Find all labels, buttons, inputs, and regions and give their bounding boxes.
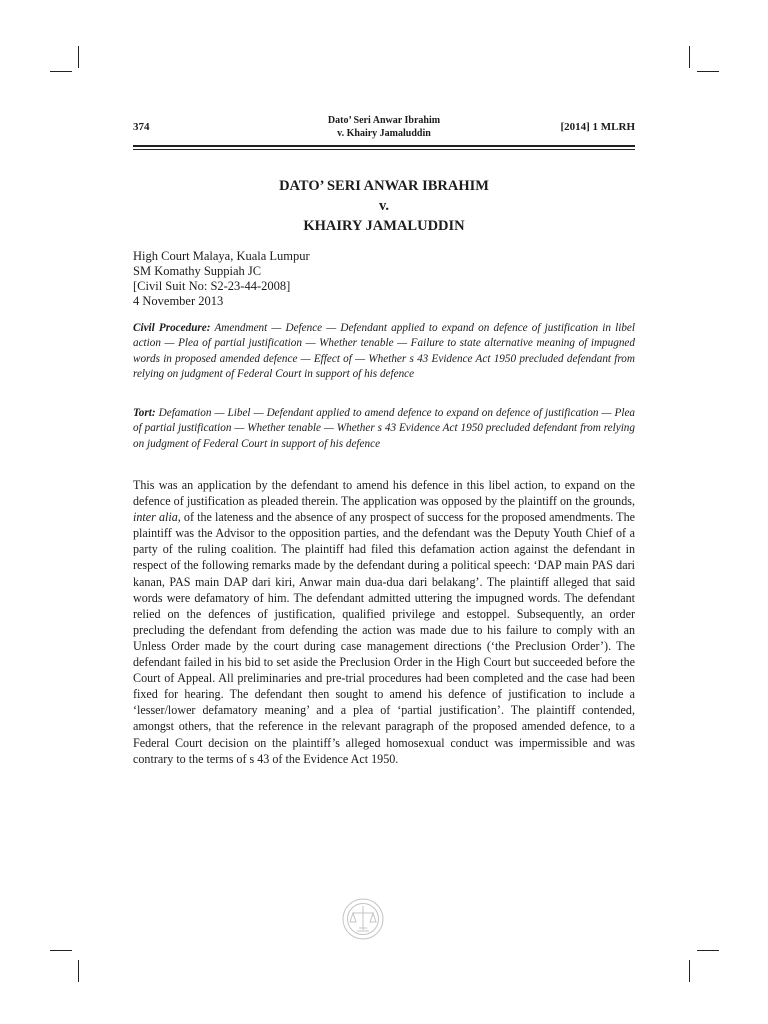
running-head-citation: [2014] 1 MLRH — [560, 121, 635, 133]
catchwords-civil-procedure — [133, 321, 635, 382]
running-head-line-1: Dato’ Seri Anwar Ibrahim — [327, 115, 441, 126]
crop-mark-top-right-vertical — [689, 46, 690, 68]
header-rule-thick — [133, 145, 635, 147]
headnote-emphasis: inter alia — [133, 510, 178, 525]
case-title — [133, 176, 635, 236]
header-rule-thin — [133, 149, 635, 150]
catchword-heading: Tort: — [133, 407, 156, 419]
crop-mark-top-left-horizontal — [50, 71, 72, 72]
catchword-text: Amendment — Defence — Defendant applied to expand on defence of justification in libel action — Plea of partial justification — Whether tenable — Failure to state alternative meaning of impugned words in proposed amended defence — Effect of — Whether s 43 Evidence Act 1950 precluded defendant from relying on judgment of Federal Court in support of his defence — [133, 322, 635, 380]
crop-mark-bottom-right-vertical — [689, 960, 690, 982]
running-head-line-2: v. Khairy Jamaluddin — [337, 128, 431, 139]
versus: v. — [378, 198, 390, 214]
judgment-date: 4 November 2013 — [133, 294, 224, 308]
running-head — [133, 112, 635, 142]
publisher-seal-icon — [341, 897, 385, 946]
crop-mark-top-left-vertical — [78, 46, 79, 68]
crop-mark-bottom-left-horizontal — [50, 950, 72, 951]
catchword-heading: Civil Procedure: — [133, 322, 211, 334]
crop-mark-bottom-right-horizontal — [697, 950, 719, 951]
suit-number: [Civil Suit No: S2-23-44-2008] — [133, 279, 291, 293]
crop-mark-top-right-horizontal — [697, 71, 719, 72]
court-name: High Court Malaya, Kuala Lumpur — [133, 249, 310, 263]
defendant-name: KHAIRY JAMALUDDIN — [303, 218, 465, 234]
headnote-text-part-1: This was an application by the defendant to amend his defence in this libel action, to expand on the defence of justification as pleaded therein. The application was opposed by the plaintiff on the grounds, — [133, 478, 635, 509]
court-info — [133, 249, 310, 309]
judge-name: SM Komathy Suppiah JC — [133, 264, 262, 278]
catchword-text: Defamation — Libel — Defendant applied to amend defence to expand on defence of justification — Plea of partial justification — Whether tenable — Whether s 43 Evidence Act 1950 precluded defendant from relying on judgment of Federal Court in support of his defence — [133, 407, 635, 450]
crop-mark-bottom-left-vertical — [78, 960, 79, 982]
plaintiff-name: DATO’ SERI ANWAR IBRAHIM — [279, 178, 489, 194]
catchwords-tort — [133, 406, 635, 452]
page-number: 374 — [133, 121, 150, 133]
headnote-paragraph — [133, 477, 635, 767]
headnote-text-part-2: , of the lateness and the absence of any prospect of success for the proposed amendments. The plaintiff was the Advisor to the opposition parties, and the defendant was the Deputy Youth Chief of a party of the ruling coalition. The plaintiff had filed this defamation action against the defendant in respect of the following remarks made by the defendant during a political speech: ‘DAP main PAS dari kanan, PAS main DAP dari kiri, Anwar main dua-dua dari belakang’. The plaintiff alleged that said words were defamatory of him. The defendant admitted uttering the impugned words. The defendant relied on the defences of justification, qualified privilege and estoppel. Subsequently, an order precluding the defendant from defending the action was made due to his failure to comply with an Unless Order made by the court during case management directions (‘the Preclusion Order’). The defendant failed in his bid to set aside the Preclusion Order in the High Court but succeeded before the Court of Appeal. All preliminaries and pre-trial procedures had been completed and the case had been fixed for hearing. The defendant then sought to amend his defence of justification to include a ‘lesser/lower defamatory meaning’ and a plea of ‘partial justification’. The plaintiff contended, amongst others, that the reference in the relevant paragraph of the proposed amended defence, to a Federal Court decision on the plaintiff’s alleged homosexual conduct was impermissible and was contrary to the terms of s 43 of the Evidence Act 1950. — [133, 510, 635, 766]
